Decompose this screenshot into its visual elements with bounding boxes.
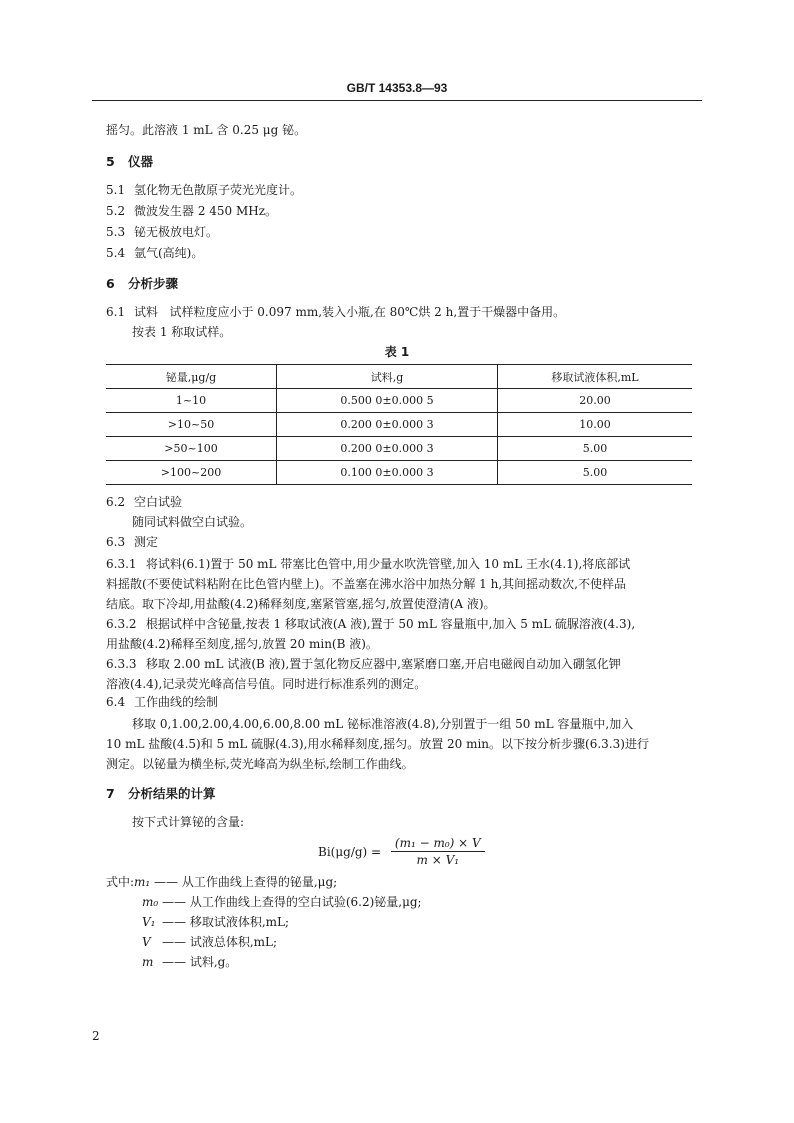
- where-line-2: m₀ —— 从工作曲线上查得的空白试验(6.2)铋量,μg;: [142, 895, 422, 909]
- col-header: 铋量,μg/g: [106, 365, 277, 389]
- intro-text: 摇匀。此溶液 1 mL 含 0.25 μg 铋。: [106, 123, 307, 137]
- table-1: [106, 364, 692, 485]
- table-row: [106, 437, 692, 461]
- where-line-5: m —— 试料,g。: [142, 955, 238, 969]
- item-6-2: 6.2 空白试验: [106, 495, 183, 509]
- item-6-2-text: 随同试料做空白试验。: [132, 515, 253, 529]
- col-header: 移取试液体积,mL: [498, 365, 693, 389]
- page-number: 2: [92, 1029, 100, 1043]
- item-6-4-text: 移取 0,1.00,2.00,4.00,6.00,8.00 mL 铋标准溶液(4.8),分别置于一组 50 mL 容量瓶中,加入 10 mL 盐酸(4.5)和 5 mL 硫脲(4.3),用水稀释刻度,摇匀。放置 20 min。以下按分析步骤(6.3.3)进行 测定。以铋量为横坐标,荧光峰高为纵坐标,绘制工作曲线。: [106, 717, 649, 771]
- table-cell: >50~100: [106, 437, 277, 461]
- item-6-3-2: 6.3.2 根据试样中含铋量,按表 1 移取试液(A 液),置于 50 mL 容量瓶中,加入 5 mL 硫脲溶液(4.3), 用盐酸(4.2)稀释至刻度,摇匀,放置 20 min(B 液)。: [106, 617, 636, 651]
- table-cell: 5.00: [498, 461, 693, 485]
- item-6-3-1: 6.3.1 将试料(6.1)置于 50 mL 带塞比色管中,用少量水吹洗管壁,加入 10 mL 王水(4.1),将底部试 料摇散(不要使试料粘附在比色管内壁上)。不盖塞在沸水浴中加热分解 1 h,其间摇动数次,不使样品 结底。取下冷却,用盐酸(4.2)稀释刻度,塞紧管塞,摇匀,放置使澄清(A 液)。: [106, 557, 631, 611]
- table-cell: 20.00: [498, 389, 693, 413]
- result-formula: [318, 836, 485, 867]
- section-title: 仪器: [128, 154, 154, 169]
- section-5-heading: [106, 154, 153, 170]
- table-row: [106, 389, 692, 413]
- calc-intro: 按下式计算铋的含量:: [132, 815, 245, 829]
- table-cell: 0.500 0±0.000 5: [277, 389, 498, 413]
- table-cell: 0.100 0±0.000 3: [277, 461, 498, 485]
- page-header: GB/T 14353.8—93: [346, 81, 448, 95]
- item-5-4: 5.4 氩气(高纯)。: [106, 246, 204, 260]
- table-cell: 0.200 0±0.000 3: [277, 413, 498, 437]
- item-5-2: 5.2 微波发生器 2 450 MHz。: [106, 204, 278, 218]
- table-cell: 10.00: [498, 413, 693, 437]
- table-row: [106, 461, 692, 485]
- item-6-4: 6.4 工作曲线的绘制: [106, 695, 219, 709]
- item-6-3-3: 6.3.3 移取 2.00 mL 试液(B 液),置于氢化物反应器中,塞紧磨口塞,开启电磁阀自动加入硼氢化钾 溶液(4.4),记录荧光峰高信号值。同时进行标准系列的测定。: [106, 657, 621, 691]
- item-6-3: 6.3 测定: [106, 535, 159, 549]
- item-5-1: 5.1 氢化物无色散原子荧光光度计。: [106, 183, 303, 197]
- header-rule: [92, 100, 702, 101]
- table-caption: 表 1: [384, 345, 410, 359]
- where-line-4: V —— 试液总体积,mL;: [142, 935, 278, 949]
- formula-lhs: Bi(μg/g) =: [318, 844, 382, 859]
- table-cell: >100~200: [106, 461, 277, 485]
- item-6-1: 6.1 试料 试样粒度应小于 0.097 mm,装入小瓶,在 80℃烘 2 h,置于干燥器中备用。: [106, 305, 566, 319]
- table-row: [106, 413, 692, 437]
- col-header: 试料,g: [277, 365, 498, 389]
- where-line-3: V₁ —— 移取试液体积,mL;: [142, 915, 290, 929]
- formula-numerator: (m₁ − m₀) × V: [391, 836, 485, 852]
- table-cell: 1~10: [106, 389, 277, 413]
- formula-fraction: [391, 836, 485, 867]
- section-number: 5: [106, 154, 115, 169]
- section-7-heading: 7 分析结果的计算: [106, 786, 216, 801]
- item-5-3: 5.3 铋无极放电灯。: [106, 225, 219, 239]
- where-line-1: 式中:m₁ —— 从工作曲线上查得的铋量,μg;: [106, 875, 338, 889]
- table-cell: 0.200 0±0.000 3: [277, 437, 498, 461]
- table-cell: 5.00: [498, 437, 693, 461]
- table-cell: >10~50: [106, 413, 277, 437]
- section-6-heading: 6 分析步骤: [106, 276, 179, 291]
- formula-denominator: m × V₁: [416, 853, 460, 867]
- item-6-1-line2: 按表 1 称取试样。: [132, 325, 232, 339]
- table-header-row: [106, 365, 692, 389]
